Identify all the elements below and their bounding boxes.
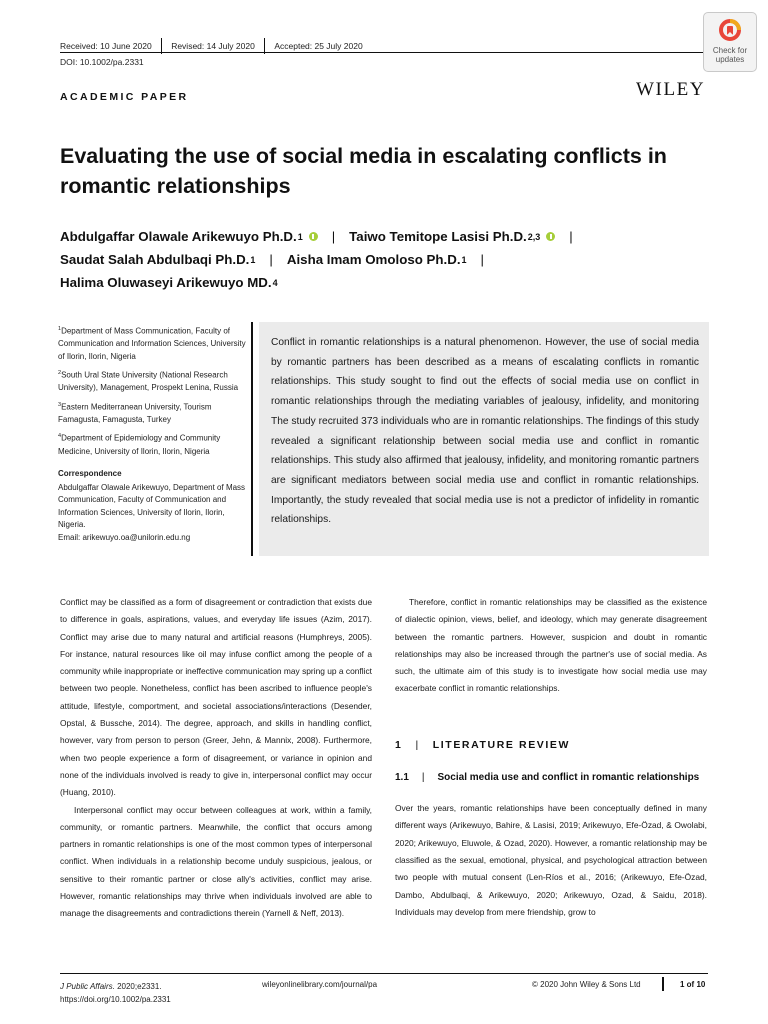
orcid-icon[interactable] [309,232,318,241]
body-column-left [60,594,372,923]
footer-doi-link[interactable]: https://doi.org/10.1002/pa.2331 [60,995,171,1004]
badge-label: Check for updates [712,46,748,64]
author-line-1 [60,229,587,244]
footer-divider [662,977,664,991]
section-heading: 1 | LITERATURE REVIEW [395,738,571,751]
orcid-icon[interactable] [546,232,555,241]
author-line-2 [60,252,498,267]
author-name[interactable]: Abdulgaffar Olawale Arikewuyo Ph.D. [60,229,297,244]
author-affil-sup: 2,3 [527,232,541,242]
affiliation: $^1$Department of Mass Communication, Faculty of Communication and Information Sciences, University of Ilorin, Ilorin, Nigeria [58,326,246,361]
check-updates-icon [718,18,742,42]
article-type-label: ACADEMIC PAPER [60,91,189,103]
author-separator: | [331,229,336,244]
check-for-updates-badge[interactable] [703,12,757,72]
correspondence-heading: Correspondence [58,469,122,479]
body-paragraph: Interpersonal conflict may occur between colleagues at work, within a family, community, or romantic partners. Meanwhile, the conflict that occurs among partners in romantic relationships is one of the most common types of interpersonal conflict. When individuals in a relationship become unduly suspicious, jealous, or sensitive to their romantic partner or close ally's activities, conflict may arise. However, romantic relationships may thrive when individuals involved are able to manage the disagreements and contradictions therein (Yarnell & Neff, 2013). [60,804,372,919]
revised-date: Revised: 14 July 2020 [171,41,255,51]
body-paragraph: Therefore, conflict in romantic relationships may be classified as the existence of dialectic opinion, views, belief, and ideology, which may generate disagreement between the romantic partners. However, suspicion and doubt in romantic relationships may also be increased through the partner's use of social media. As such, the ultimate aim of this study is to investigate how social media use may exacerbate conflict in romantic relationships. [395,597,707,694]
body-column-right [395,594,707,921]
received-date: Received: 10 June 2020 [60,41,152,51]
footer-rule [60,973,708,974]
author-affil-sup: 1 [461,255,467,265]
author-separator: | [569,229,573,244]
abstract-box [259,322,709,556]
abstract-text: Conflict in romantic relationships is a natural phenomenon. However, the use of social media by romantic partners has been described as a means of escalating conflicts in romantic relationships. This study sought to find out the effects of social media use on conflict in romantic relationships through the mediating variables of jealousy, infidelity, and monitoring The study recruited 373 individuals who are in romantic relationships. The findings of this study revealed a significant relationship between social media use and conflict in romantic relationships. This study also affirmed that jealousy, infidelity, and monitoring romantic partners are significant mediators between social media use and conflict in romantic relationships. Importantly, the study revealed that social media use is not a predictor of infidelity in romantic relationships. [271,337,699,526]
footer-citation: J Public Affairs. 2020;e2331. https://doi.org/10.1002/pa.2331 [60,982,171,1004]
author-separator: | [480,252,484,267]
affiliation: $^2$South Ural State University (National Research University), Management, Prospekt Lenina, Russia [58,370,239,393]
affiliations [58,323,250,544]
author-affil-sup: 1 [250,255,256,265]
publisher-logo: WILEY [636,79,706,100]
affiliation: $^4$Department of Epidemiology and Community Medicine, University of Ilorin, Ilorin, Nigeria [58,433,221,456]
author-name[interactable]: Taiwo Temitope Lasisi Ph.D. [349,229,527,244]
column-divider [251,322,253,556]
doi[interactable]: DOI: 10.1002/pa.2331 [60,57,144,67]
article-title: Evaluating the use of social media in escalating conflicts in romantic relationships [60,144,667,198]
author-name[interactable]: Halima Oluwaseyi Arikewuyo MD. [60,275,272,290]
author-name[interactable]: Saudat Salah Abdulbaqi Ph.D. [60,252,250,267]
author-separator: | [269,252,273,267]
author-line-3 [60,275,278,290]
author-affil-sup: 1 [297,232,303,242]
footer-copyright: © 2020 John Wiley & Sons Ltd [532,980,641,989]
subsection-heading: 1.1 | Social media use and conflict in romantic relationships [395,772,700,784]
page-number: 1 of 10 [680,980,706,989]
correspondence-email[interactable]: Email: arikewuyo.oa@unilorin.edu.ng [58,532,191,542]
correspondence-text: Abdulgaffar Olawale Arikewuyo, Department of Mass Communication, Faculty of Communication and Information Sciences, University of Ilorin, Ilorin, Nigeria. Email: arikewuyo.oa@unilorin.edu.ng [58,482,246,542]
header-rule [60,52,708,53]
author-name[interactable]: Aisha Imam Omoloso Ph.D. [286,252,461,267]
body-paragraph: Conflict may be classified as a form of disagreement or contradiction that exists due to difference in goals, aspirations, values, and everyday life issues (Azim, 2017). Conflict may arise due to many natural and artificial reasons (Humphreys, 2005). For instance, natural resources like oil may infuse conflict among the people of a community while inappropriate or ineffective communication may spring up a conflict between two people. Nonetheless, conflict has been ascribed to influence people's attitude, lifestyle, comportment, and societal associations/interactions (Desender, Opstal, & Bussche, 2014). The degree, approach, and skills in handling conflict, however, vary from person to person (Greer, Jehn, & Mannix, 2008). Furthermore, when two people experience a form of disagreement, or variance in opinion and none of the individuals involved is ready to give in, interpersonal conflict may occur (Huang, 2010). [60,597,372,798]
footer-journal-url[interactable]: wileyonlinelibrary.com/journal/pa [262,980,378,989]
accepted-date: Accepted: 25 July 2020 [274,41,363,51]
author-affil-sup: 4 [272,278,278,288]
affiliation: $^3$Eastern Mediterranean University, Tourism Famagusta, Famagusta, Turkey [58,401,212,424]
body-paragraph: Over the years, romantic relationships have been conceptually defined in many different ways (Arikewuyo, Bahire, & Lasisi, 2019; Arikewuyo, Efe-Özad, & Owolabi, 2020; Arikewuyo, Eluwole, & Ozad, 2020). However, a romantic relationship may be classified as the sexual, emotional, physical, and psychological attraction between two people with mutual consent (Len-Ríos et al., 2016; (Arikewuyo, Efe-Özad, Dambo, Abdulbaqi, & Arikewuyo, 2020; Arikewuyo, Ozad, & Saidu, 2018). Individuals may develop from mere friendship, grow to [395,803,707,917]
